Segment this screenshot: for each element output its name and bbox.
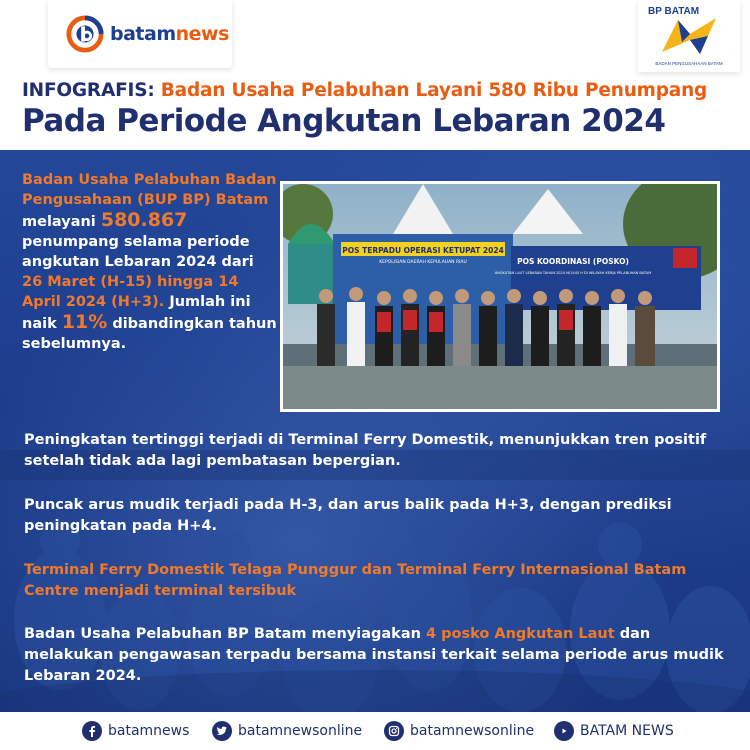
event-photo [280, 181, 720, 412]
event-photo-image [283, 184, 717, 409]
brand-name [110, 23, 229, 45]
paragraph-peak: Puncak arus mudik terjadi pada H-3, dan arus balik pada H+3, dengan prediksi peningkatan pada H+4. [24, 497, 672, 534]
banner-right-text: POS KOORDINASI (POSKO) [517, 257, 629, 266]
twitter-icon [212, 721, 232, 741]
facebook-icon [82, 721, 102, 741]
instagram-icon [384, 721, 404, 741]
headline-label: INFOGRAFIS: [22, 80, 155, 101]
posko-highlight: 4 posko Angkutan Laut [426, 626, 615, 642]
intro-percentage: 11% [61, 311, 108, 333]
paragraph-busiest-terminals: Terminal Ferry Domestik Telaga Punggur dan Terminal Ferry Internasional Batam Centre menjadi terminal tersibuk [24, 562, 687, 599]
banner-left-subtext: KEPOLISIAN DAERAH KEPULAUAN RIAU [379, 260, 467, 265]
social-facebook[interactable] [82, 721, 189, 741]
intro-org: Badan Usaha Pelabuhan Badan Pengusahaan (BUP BP) Batam [22, 172, 277, 208]
youtube-handle: BATAM NEWS [580, 723, 674, 739]
social-footer [0, 712, 750, 750]
banner-left-text: POS TERPADU OPERASI KETUPAT 2024 [342, 246, 504, 255]
posko-text-2: dan melakukan pengawasan terpadu bersama instansi terkait selama periode arus mudik Lebaran 2024. [24, 626, 724, 684]
social-instagram[interactable] [384, 721, 534, 741]
bp-logo-text: BP BATAM [648, 6, 700, 17]
intro-text-2: penumpang selama periode angkutan Lebaran 2024 dari [22, 234, 254, 270]
youtube-icon [554, 721, 574, 741]
headline-line-1 [22, 80, 732, 101]
posko-text-1: Badan Usaha Pelabuhan BP Batam menyiagakan [24, 626, 426, 642]
banner-right-subtext: ANGKUTAN LAUT LEBARAN TAHUN 2024 M/1445 H DI WILAYAH KERJA PELABUHAN BATAM [494, 271, 652, 275]
twitter-handle: batamnewsonline [238, 723, 363, 739]
batamnews-logo[interactable] [48, 0, 232, 68]
content-panel [0, 150, 750, 712]
intro-text-3: Jumlah ini naik [22, 294, 251, 332]
batamnews-logo-icon [66, 15, 104, 53]
header [0, 0, 750, 150]
paragraph-terminal-domestic: Peningkatan tertinggi terjadi di Terminal Ferry Domestik, menunjukkan tren positif setelah tidak ada lagi pembatasan bepergian. [24, 432, 707, 469]
brand-name-a: batam [110, 23, 176, 45]
intro-text-4: dibandingkan tahun sebelumnya. [22, 316, 277, 352]
bp-logo-subtitle: BADAN PENGUSAHAAN BATAM [655, 61, 723, 66]
social-youtube[interactable] [554, 721, 674, 741]
intro-passenger-count: 580.867 [100, 209, 188, 231]
headline-main: Pada Periode Angkutan Lebaran 2024 [22, 103, 666, 139]
intro-paragraph [22, 170, 277, 354]
bp-logo-emblem-icon [656, 14, 722, 60]
intro-period: 26 Maret (H-15) hingga 14 April 2024 (H+3). [22, 274, 239, 310]
instagram-handle: batamnewsonline [410, 723, 535, 739]
brand-name-b: news [175, 23, 229, 45]
facebook-handle: batamnews [108, 723, 190, 739]
bp-batam-logo [638, 0, 740, 72]
paragraph-posko [24, 624, 724, 687]
headline-subtitle: Badan Usaha Pelabuhan Layani 580 Ribu Penumpang [160, 80, 708, 101]
social-twitter[interactable] [212, 721, 362, 741]
intro-text-1: melayani [22, 214, 101, 230]
